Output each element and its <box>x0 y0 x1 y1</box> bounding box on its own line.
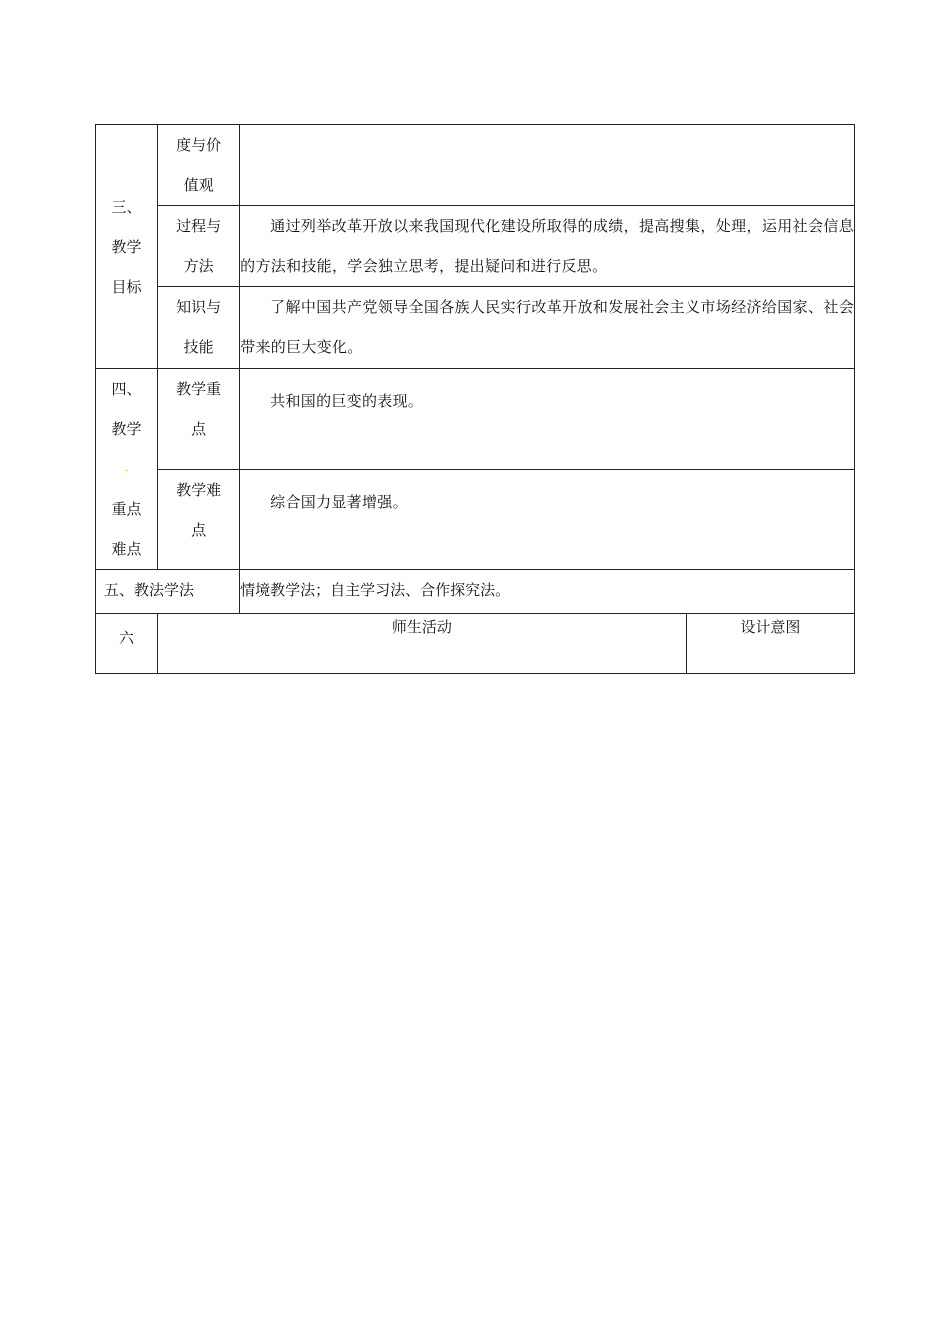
activity-header: 师生活动 <box>158 614 687 674</box>
attitude-text <box>240 125 855 206</box>
lesson-plan-table <box>95 124 855 674</box>
sub-label-process <box>158 206 240 287</box>
section4-label-line: 难点 <box>111 540 142 558</box>
table-row <box>96 206 855 287</box>
table-row <box>96 570 855 614</box>
section3-label <box>96 125 158 369</box>
sub-label-line: 点 <box>191 420 207 438</box>
mark-dot: . <box>124 463 129 474</box>
sub-label-line: 教学难 <box>176 480 222 499</box>
section5-label: 五、教法学法 <box>96 570 240 614</box>
section3-label-line: 教学 <box>111 237 142 256</box>
sub-label-difficulty <box>158 469 240 570</box>
table-row <box>96 469 855 570</box>
difficulty-text: 综合国力显著增强。 <box>240 469 855 570</box>
sub-label-attitude <box>158 125 240 206</box>
key-point-text: 共和国的巨变的表现。 <box>240 369 855 470</box>
sub-label-line: 度与价 <box>176 136 222 154</box>
sub-label-line: 点 <box>191 520 207 539</box>
section4-label-text: 教学 <box>111 420 142 438</box>
sub-label-line: 技能 <box>183 338 214 356</box>
intent-header: 设计意图 <box>686 614 854 674</box>
section4-label-line: 重点 <box>111 500 142 518</box>
knowledge-text: 了解中国共产党领导全国各族人民实行改革开放和发展社会主义市场经济给国家、社会带来的巨大变化。 <box>240 287 855 369</box>
section5-text: 情境教学法；自主学习法、合作探究法。 <box>240 570 855 614</box>
sub-label-line: 教学重 <box>176 380 222 398</box>
sub-label-knowledge <box>158 287 240 369</box>
sub-label-line: 值观 <box>183 176 214 194</box>
section4-label-line <box>96 409 157 489</box>
table-row <box>96 614 855 674</box>
section3-label-line: 三、 <box>111 197 142 216</box>
section4-label <box>96 369 158 570</box>
section6-label: 六 <box>96 614 158 674</box>
table-row <box>96 287 855 369</box>
table-row <box>96 369 855 470</box>
sub-label-line: 知识与 <box>176 298 222 316</box>
section3-label-line: 目标 <box>111 277 142 296</box>
table-row <box>96 125 855 206</box>
sub-label-line: 过程与 <box>176 217 222 235</box>
process-text: 通过列举改革开放以来我国现代化建设所取得的成绩，提高搜集，处理，运用社会信息的方法和技能，学会独立思考，提出疑问和进行反思。 <box>240 206 855 287</box>
sub-label-key-point <box>158 369 240 470</box>
sub-label-line: 方法 <box>183 257 214 275</box>
section4-label-line: 四、 <box>111 380 142 398</box>
